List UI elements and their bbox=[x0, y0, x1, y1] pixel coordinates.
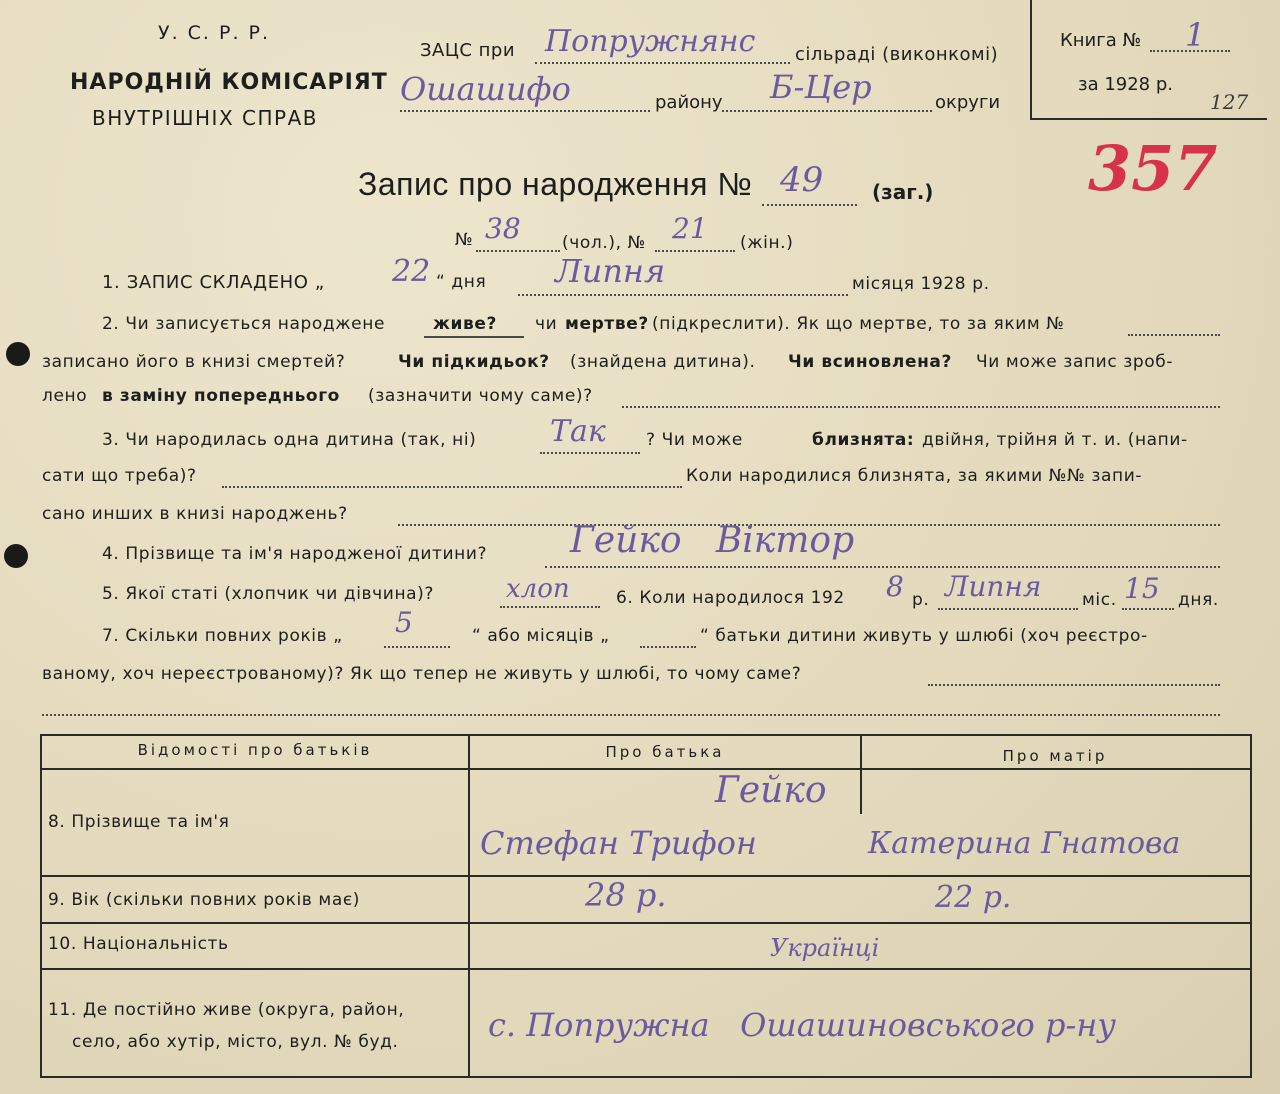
item-3-answer-handwritten: Так bbox=[550, 414, 606, 449]
item-1-prefix: 1. ЗАПИС СКЛАДЕНО „ bbox=[102, 272, 325, 293]
record-suffix: (заг.) bbox=[872, 180, 934, 204]
item-1-month-label: місяця 1928 р. bbox=[852, 274, 990, 294]
item-6-b: р. bbox=[912, 590, 930, 610]
item-3-line3: сано инших в книзі народжень? bbox=[42, 504, 348, 524]
row-9-mother-handwritten: 22 р. bbox=[935, 880, 1012, 915]
row-8-surname-handwritten: Гейко bbox=[715, 770, 827, 811]
table-row-divider bbox=[40, 768, 1250, 770]
village-line bbox=[535, 62, 790, 64]
item-7-line-2 bbox=[928, 684, 1220, 686]
item-2-a: 2. Чи записується народжене bbox=[102, 314, 386, 334]
item-5-handwritten: хлоп bbox=[506, 574, 570, 604]
item-7-b: “ або місяців „ bbox=[472, 626, 610, 646]
punch-hole bbox=[4, 544, 28, 568]
item-2-live: живе? bbox=[433, 314, 497, 334]
book-no-handwritten: 1 bbox=[1185, 16, 1206, 54]
org-line-1: У. С. Р. Р. bbox=[158, 22, 271, 44]
row-8-mother-handwritten: Катерина Гнатова bbox=[868, 826, 1181, 861]
item-6-c: міс. bbox=[1082, 590, 1117, 610]
item-4-label: 4. Прізвище та ім'я народженої дитини? bbox=[102, 544, 488, 564]
item-2-or: чи bbox=[535, 314, 558, 334]
male-no-handwritten: 38 bbox=[485, 212, 521, 245]
item-4-line bbox=[545, 566, 1220, 568]
row-11-label-2: село, або хутір, місто, вул. № буд. bbox=[72, 1032, 399, 1052]
item-7-years-handwritten: 5 bbox=[395, 606, 413, 639]
record-number-line bbox=[762, 204, 857, 206]
male-no-line bbox=[476, 250, 560, 252]
okrug-line bbox=[722, 110, 932, 112]
item-7-a: 7. Скільки повних років „ bbox=[102, 626, 343, 646]
table-head-parents: Відомості про батьків bbox=[137, 741, 373, 759]
item-7-line2: ваному, хоч нереєстрованому)? Як що тепер не живуть у шлюбі, то чому саме? bbox=[42, 664, 802, 684]
row-8-label: 8. Прізвище та ім'я bbox=[48, 812, 230, 832]
item-2-c: (підкреслити). Як що мертве, то за яким № bbox=[652, 314, 1065, 334]
zags-prefix: ЗАЦС при bbox=[420, 40, 516, 61]
item-2-line-3 bbox=[622, 406, 1220, 408]
item-2-line3-b: (зазначити чому саме)? bbox=[368, 386, 593, 406]
zags-suffix: сільраді (виконкомі) bbox=[795, 44, 999, 65]
okrug-handwritten: Б-Цер bbox=[770, 68, 872, 106]
item-7-c: “ батьки дитини живуть у шлюбі (хоч реєстро- bbox=[700, 626, 1148, 646]
row-8-father-handwritten: Стефан Трифон bbox=[480, 824, 757, 862]
item-5-label: 5. Якої статі (хлопчик чи дівчина)? bbox=[102, 584, 435, 604]
item-3-line-2 bbox=[222, 486, 682, 488]
row-11-label-1: 11. Де постійно живе (округа, район, bbox=[48, 1000, 405, 1020]
female-label: (жін.) bbox=[740, 233, 794, 253]
item-6-month-handwritten: Липня bbox=[945, 570, 1042, 603]
row-9-label: 9. Вік (скільки повних років має) bbox=[48, 890, 361, 910]
female-no-line bbox=[655, 250, 735, 252]
item-2-line-1 bbox=[1128, 334, 1220, 336]
female-no-handwritten: 21 bbox=[672, 212, 708, 245]
okrug-label: округи bbox=[935, 92, 1001, 113]
table-head-father: Про батька bbox=[605, 743, 725, 761]
item-3-b: ? Чи може bbox=[646, 430, 743, 450]
table-col-divider-2 bbox=[860, 734, 862, 814]
item-7-line-3 bbox=[42, 714, 1220, 716]
male-label: (чол.), № bbox=[562, 233, 646, 253]
item-2-line2-b: (знайдена дитина). bbox=[570, 352, 756, 372]
item-2-found: Чи підкидьок? bbox=[398, 352, 550, 372]
item-3-twins: близнята: bbox=[812, 430, 915, 450]
table-col-divider-1 bbox=[468, 734, 470, 1076]
item-6-day-handwritten: 15 bbox=[1124, 572, 1160, 605]
item-6-month-line bbox=[938, 608, 1078, 610]
red-register-number: 357 bbox=[1088, 132, 1218, 205]
book-label: Книга № bbox=[1060, 30, 1142, 51]
org-line-2: НАРОДНІЙ КОМІСАРІЯТ bbox=[70, 70, 388, 95]
book-year: за 1928 р. bbox=[1078, 74, 1174, 95]
district-label: району bbox=[655, 92, 723, 113]
row-10-label: 10. Національність bbox=[48, 934, 229, 954]
punch-hole bbox=[6, 342, 30, 366]
item-3-c: двійня, трійня й т. и. (напи- bbox=[922, 430, 1188, 450]
item-1-month-handwritten: Липня bbox=[555, 252, 666, 290]
row-11-handwritten: с. Попружна Ошашиновського р-ну bbox=[488, 1006, 1116, 1044]
record-number-handwritten: 49 bbox=[780, 160, 824, 200]
village-handwritten: Попружнянс bbox=[545, 24, 756, 59]
item-3-answer-line bbox=[540, 452, 640, 454]
org-line-3: ВНУТРІШНІХ СПРАВ bbox=[92, 106, 318, 130]
item-3-line2-b: Коли народилися близнята, за якими №№ запи- bbox=[686, 466, 1143, 486]
item-2-line2-c: Чи може запис зроб- bbox=[976, 352, 1174, 372]
item-7-years-line bbox=[384, 646, 450, 648]
table-row-divider bbox=[40, 922, 1250, 924]
item-2-dead: мертве? bbox=[565, 314, 649, 334]
item-7-months-line bbox=[640, 646, 696, 648]
row-10-handwritten: Українці bbox=[770, 934, 880, 962]
item-1-day-label: “ дня bbox=[436, 272, 487, 292]
item-2-replace: в заміну попереднього bbox=[102, 386, 340, 406]
item-6-d: дня. bbox=[1178, 590, 1219, 610]
district-line bbox=[400, 110, 650, 112]
table-row-divider bbox=[40, 968, 1250, 970]
item-3-a: 3. Чи народилась одна дитина (так, ні) bbox=[102, 430, 477, 450]
item-1-day-handwritten: 22 bbox=[392, 254, 431, 289]
child-name-handwritten: Гейко Віктор bbox=[570, 520, 855, 561]
item-1-month-line bbox=[518, 294, 848, 296]
item-5-line bbox=[500, 606, 600, 608]
item-2-line3-a: лено bbox=[42, 386, 88, 406]
live-underline bbox=[424, 336, 524, 338]
item-2-adopt: Чи всиновлена? bbox=[788, 352, 952, 372]
item-6-day-line bbox=[1122, 608, 1174, 610]
item-6-year-handwritten: 8 bbox=[886, 570, 904, 603]
row-9-father-handwritten: 28 р. bbox=[585, 876, 667, 914]
item-6-a: 6. Коли народилося 192 bbox=[616, 588, 845, 608]
item-2-line2-a: записано його в книзі смертей? bbox=[42, 352, 346, 372]
record-title: Запис про народження № bbox=[358, 166, 753, 202]
item-3-line2-a: сати що треба)? bbox=[42, 466, 197, 486]
no-label: № bbox=[455, 230, 474, 250]
table-head-mother: Про матір bbox=[1002, 747, 1108, 765]
district-handwritten: Ошашифо bbox=[400, 70, 571, 108]
page-no-handwritten: 127 bbox=[1210, 90, 1249, 114]
